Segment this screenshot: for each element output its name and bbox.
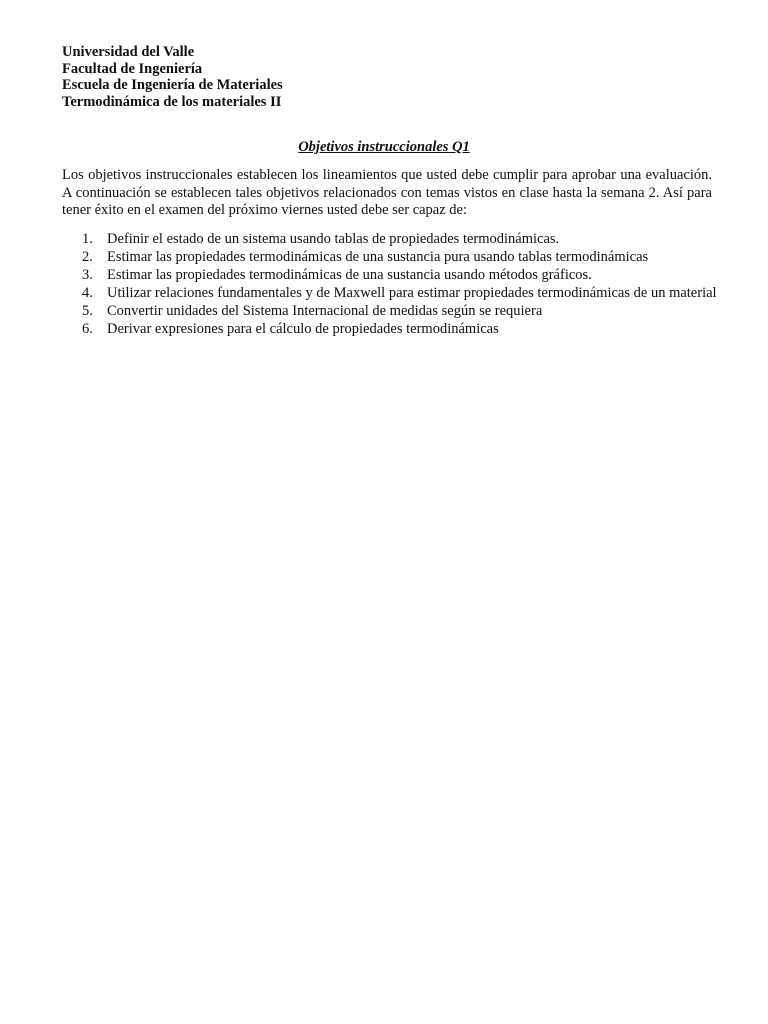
objective-number: 5.: [82, 303, 93, 319]
objective-text: Convertir unidades del Sistema Internacional de medidas según se requiera: [107, 303, 543, 319]
objective-number: 3.: [82, 267, 93, 283]
objective-text: Estimar las propiedades termodinámicas de una sustancia pura usando tablas termodinámicas: [107, 249, 649, 265]
faculty-name: Facultad de Ingeniería: [62, 60, 203, 77]
objective-text: Utilizar relaciones fundamentales y de Maxwell para estimar propiedades termodinámicas de un material: [107, 285, 717, 301]
objectives-list: [62, 230, 722, 338]
objective-number: 2.: [82, 249, 93, 265]
objective-item: [62, 230, 722, 248]
objective-item: [62, 302, 722, 320]
objective-item: [62, 266, 722, 284]
course-name: Termodinámica de los materiales II: [62, 93, 282, 110]
objective-text: Estimar las propiedades termodinámicas de una sustancia usando métodos gráficos.: [107, 267, 592, 283]
university-name: Universidad del Valle: [62, 44, 195, 60]
school-name: Escuela de Ingeniería de Materiales: [62, 77, 283, 93]
institution-header: [62, 44, 462, 110]
objective-text: Definir el estado de un sistema usando tablas de propiedades termodinámicas.: [107, 231, 560, 247]
objective-item: [62, 284, 722, 302]
objective-number: 4.: [82, 285, 93, 301]
objective-item: [62, 248, 722, 266]
intro-paragraph: Los objetivos instruccionales establecen los lineamientos que usted debe cumplir para aprobar una evaluación. A continuación se establecen tales objetivos relacionados con temas vistos en clase hasta la semana 2. Así para tener éxito en el examen del próximo viernes usted debe ser capaz de:: [62, 167, 712, 218]
objective-text: Derivar expresiones para el cálculo de propiedades termodinámicas: [107, 321, 499, 337]
objective-item: [62, 320, 722, 338]
objective-number: 6.: [82, 321, 93, 337]
objective-number: 1.: [82, 231, 93, 247]
document-title: Objetivos instruccionales Q1: [298, 139, 470, 155]
